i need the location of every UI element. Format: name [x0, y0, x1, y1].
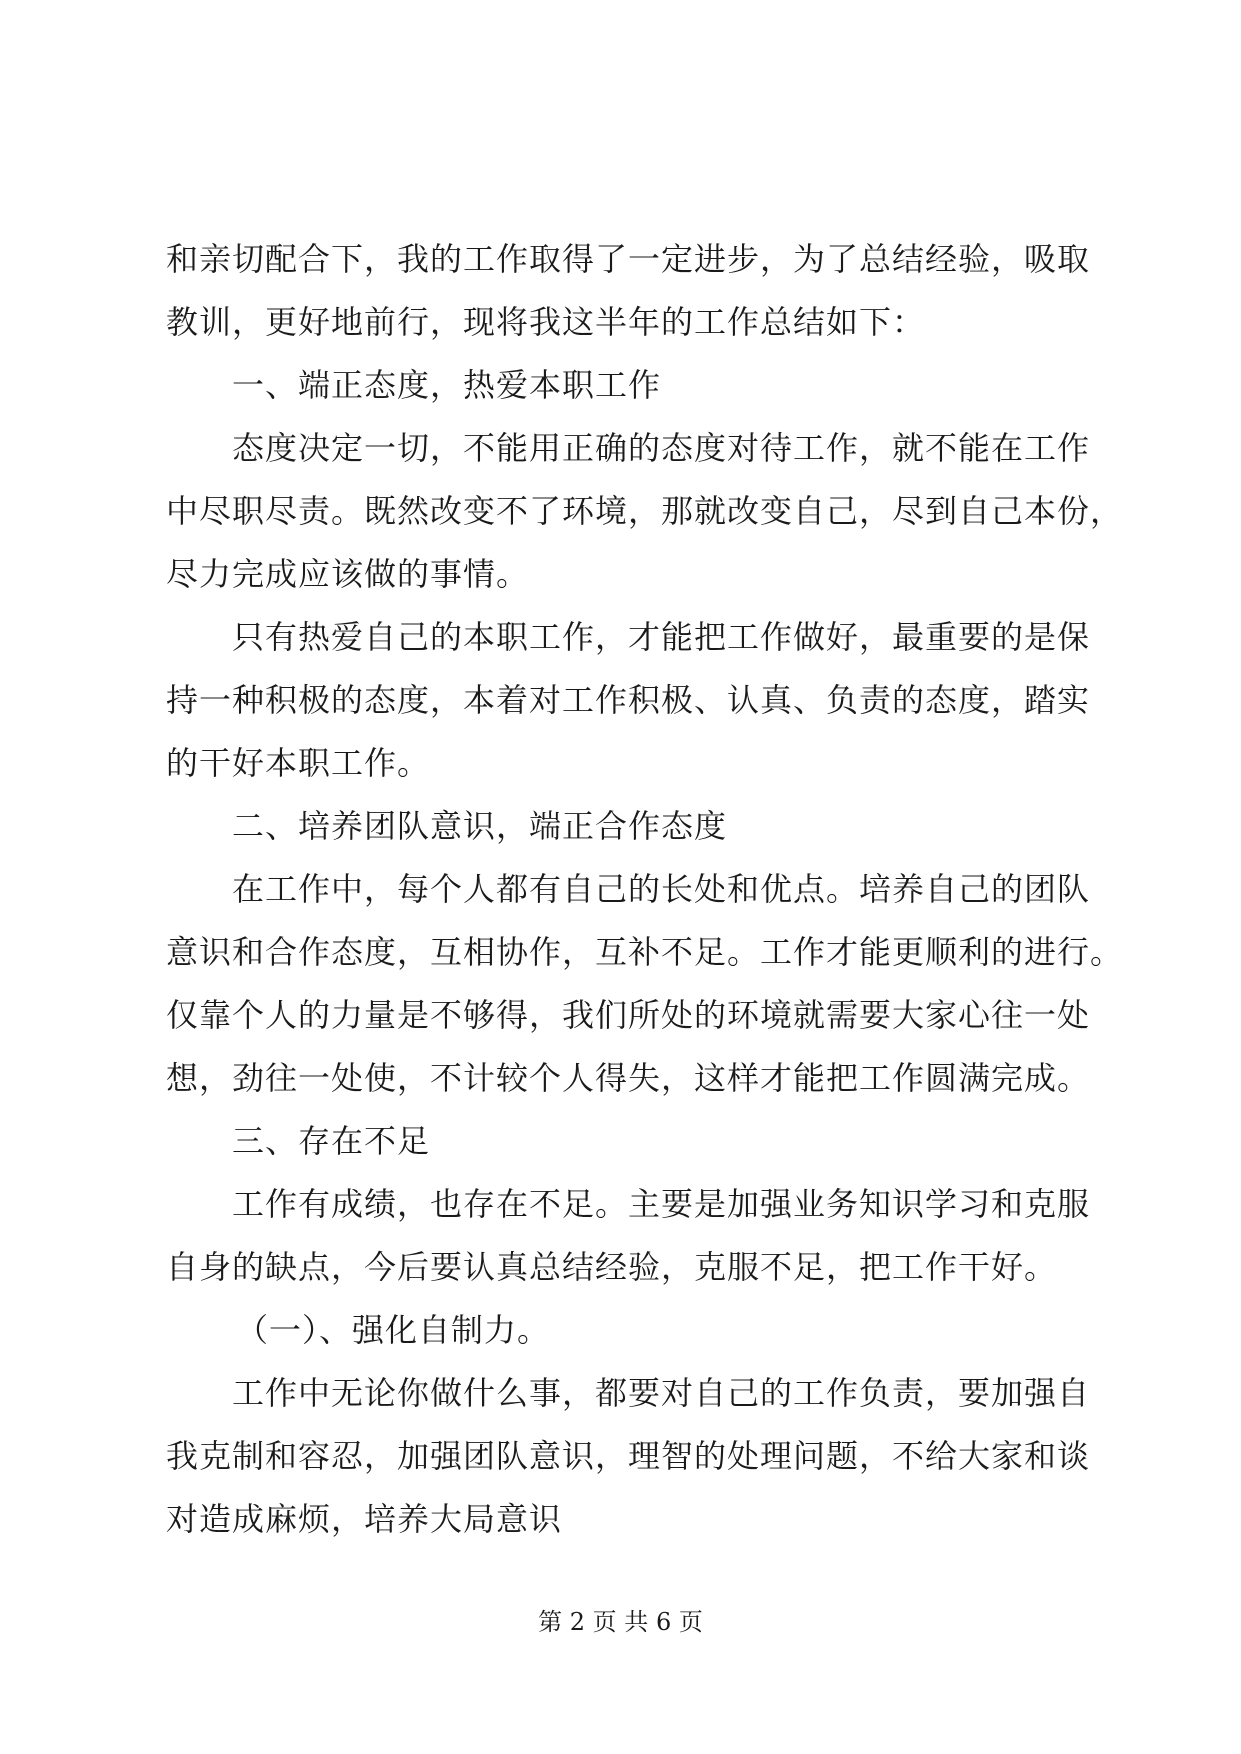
body-line: 中尽职尽责。既然改变不了环境，那就改变自己，尽到自己本份，	[166, 492, 1124, 530]
section-heading: 二、培养团队意识，端正合作态度	[232, 807, 728, 845]
body-line: 和亲切配合下，我的工作取得了一定进步，为了总结经验，吸取	[166, 240, 1091, 278]
section-heading: 一、端正态度，热爱本职工作	[232, 366, 662, 404]
subsection-heading: （一）、强化自制力。	[236, 1311, 551, 1349]
body-line: 教训，更好地前行，现将我这半年的工作总结如下：	[166, 303, 926, 341]
paragraph-first-line: 工作有成绩，也存在不足。主要是加强业务知识学习和克服	[232, 1185, 1091, 1223]
body-line: 对造成麻烦，培养大局意识	[166, 1500, 563, 1538]
body-line: 自身的缺点，今后要认真总结经验，克服不足，把工作干好。	[166, 1248, 1058, 1286]
body-line: 仅靠个人的力量是不够得，我们所处的环境就需要大家心往一处	[166, 996, 1091, 1034]
body-line: 想，劲往一处使，不计较个人得失，这样才能把工作圆满完成。	[166, 1059, 1091, 1097]
paragraph-first-line: 工作中无论你做什么事，都要对自己的工作负责，要加强自	[232, 1374, 1091, 1412]
body-line: 我克制和容忍，加强团队意识，理智的处理问题，不给大家和谈	[166, 1437, 1091, 1475]
paragraph-first-line: 态度决定一切，不能用正确的态度对待工作，就不能在工作	[232, 429, 1091, 467]
body-line: 的干好本职工作。	[166, 744, 431, 782]
paragraph-first-line: 只有热爱自己的本职工作，才能把工作做好，最重要的是保	[232, 618, 1091, 656]
body-line: 意识和合作态度，互相协作，互补不足。工作才能更顺利的进行。	[166, 933, 1124, 971]
document-body	[166, 228, 1124, 1551]
section-heading: 三、存在不足	[232, 1122, 431, 1160]
paragraph-first-line: 在工作中，每个人都有自己的长处和优点。培养自己的团队	[232, 870, 1091, 908]
body-line: 持一种积极的态度，本着对工作积极、认真、负责的态度，踏实	[166, 681, 1091, 719]
page-number-footer: 第 2 页 共 6 页	[538, 1608, 703, 1636]
body-line: 尽力完成应该做的事情。	[166, 555, 530, 593]
